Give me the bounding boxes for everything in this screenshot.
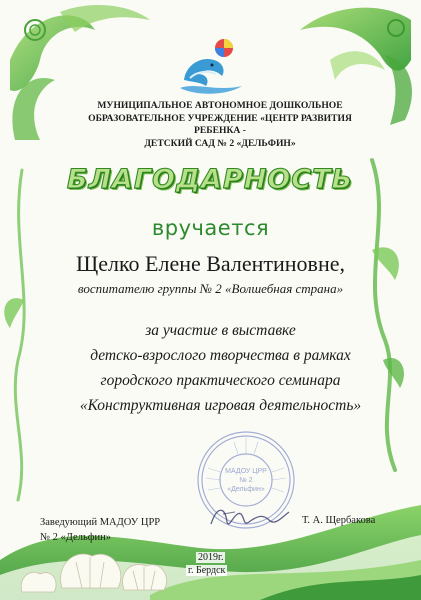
dolphin-with-ball-icon (176, 36, 246, 96)
reason-line-2: детско-взрослого творчества в рамках (90, 347, 351, 364)
signer-title-line-1: Заведующий МАДОУ ЦРР (40, 517, 161, 528)
signer-title (40, 515, 160, 545)
recipient-name: Щелко Елене Валентиновне, (76, 251, 345, 276)
awarded-text: вручается (151, 216, 270, 240)
organization-name (70, 100, 370, 150)
reason-line-4: «Конструктивная игровая деятельность» (79, 397, 362, 414)
organization-line-3: ДЕТСКИЙ САД № 2 «ДЕЛЬФИН» (144, 137, 296, 149)
reason-line-3: городского практического семинара (100, 372, 341, 389)
organization-line-1: МУНИЦИПАЛЬНОЕ АВТОНОМНОЕ ДОШКОЛЬНОЕ (97, 100, 343, 111)
handwritten-signature (205, 500, 293, 534)
stamp-line-2: № 2 (239, 477, 253, 484)
award-reason (30, 318, 411, 418)
recipient-position: воспитателю группы № 2 «Волшебная страна» (77, 281, 344, 296)
stamp-line-3: «Дельфин» (227, 486, 265, 493)
issue-city: г. Бердск (188, 565, 226, 576)
signer-title-line-2: № 2 «Дельфин» (40, 532, 112, 543)
issue-year: 2019г. (198, 552, 224, 563)
reason-line-1: за участие в выставке (145, 322, 296, 339)
organization-line-2: ОБРАЗОВАТЕЛЬНОЕ УЧРЕЖДЕНИЕ «ЦЕНТР РАЗВИТИЯ РЕБЕНКА - (88, 112, 352, 137)
certificate-title: БЛАГОДАРНОСТЬ (66, 164, 354, 195)
signer-name: Т. А. Щербакова (302, 515, 376, 526)
stamp-line-1: МАДОУ ЦРР (225, 468, 267, 475)
